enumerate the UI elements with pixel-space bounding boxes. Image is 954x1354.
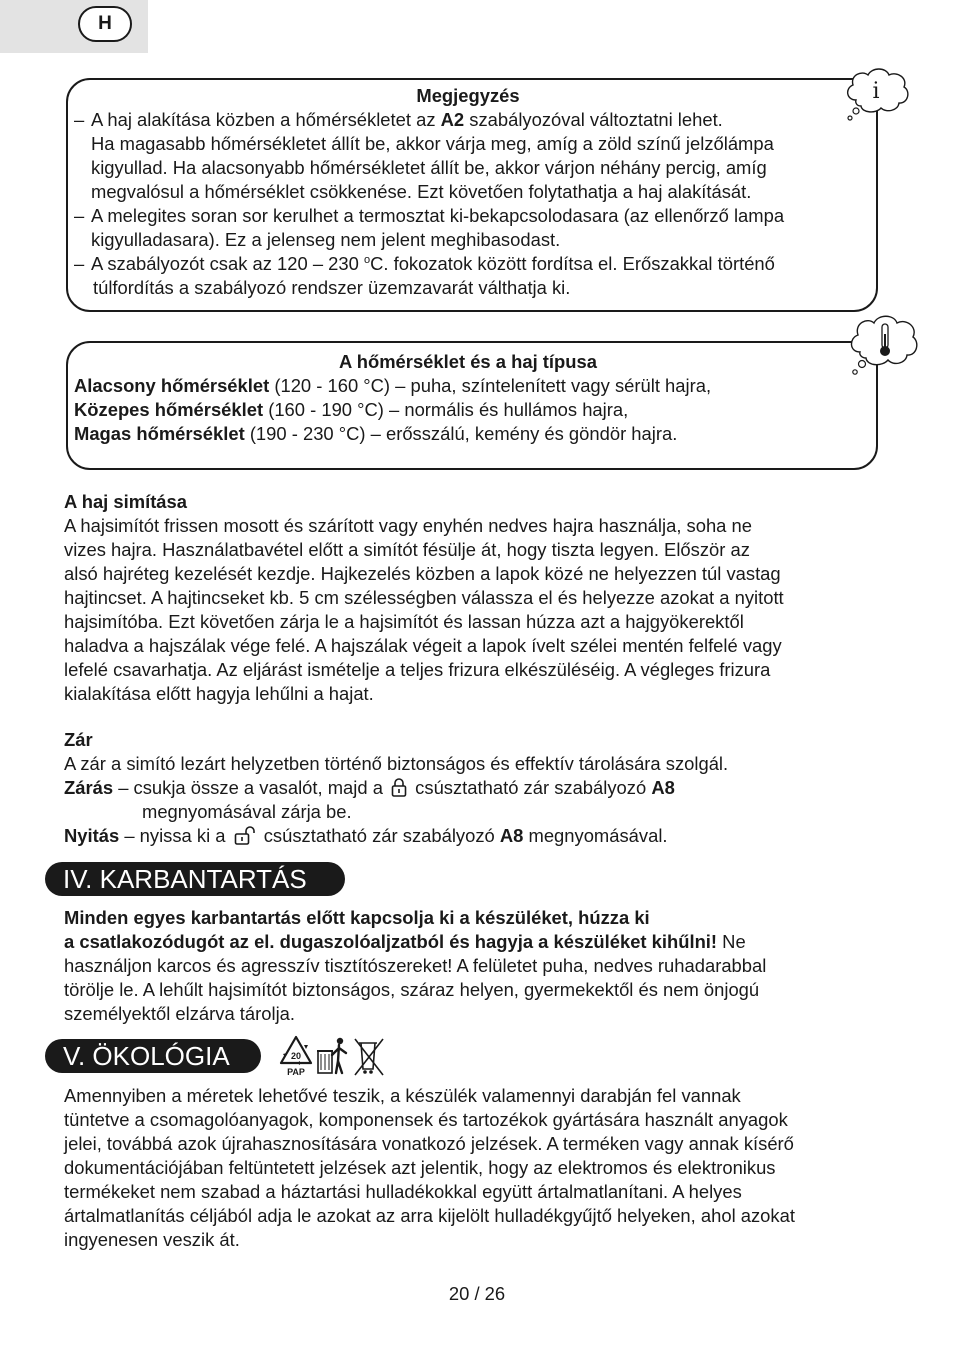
temperature-title: A hőmérséklet és a haj típusa <box>339 351 597 372</box>
note-box <box>66 78 878 312</box>
maintenance-section: Minden egyes karbantartás előtt kapcsolja ki a készüléket, húzza ki a csatlakozódugót az el. dugaszolóaljzatból és hagyja a készüléket kihűlni! Ne használjon karcos és agresszív tisztítószereket! A felületet puha, nedves ruhadarabbal törölje le. A lehűlt hajsimítót biztonságos, száraz helyen, gyermekektől és nem önjogú személyektől elzárva tárolja. <box>64 907 767 1024</box>
page-number: 20 / 26 <box>448 1283 506 1304</box>
smoothing-title: A haj simítása <box>64 491 187 512</box>
svg-text:PAP: PAP <box>287 1067 305 1077</box>
lock-title: Zár <box>64 729 93 750</box>
note-title: Megjegyzés <box>416 85 520 106</box>
open-lock-icon <box>234 826 256 845</box>
info-glyph: i <box>872 79 880 104</box>
note-item-2: – A melegites soran sor kerulhet a termosztat ki-bekapcsolodasara (az ellenőrző lampa kigyulladasara). Ez a jelenseg nem jelent meghibasodast. <box>74 205 785 250</box>
language-tab <box>0 0 148 53</box>
temperature-mid: Közepes hőmérséklet (160 - 190 °C) – normális és hullámos hajra, <box>74 399 629 420</box>
info-cloud-icon <box>842 64 912 126</box>
temperature-high: Magas hőmérséklet (190 - 230 °C) – erősszálú, kemény és göndör hajra. <box>74 423 678 444</box>
maintenance-heading: IV. KARBANTARTÁS <box>45 862 345 896</box>
note-item-1: – A haj alakítása közben a hőmérsékletet az A2 szabályozóval változtatni lehet. Ha magasabb hőmérsékletet állít be, akkor várja meg, amíg a zöld színű jelzőlámpa kigyullad. Ha alacsonyabb hőmérsékletet állít be, akkor várjon néhány percig, amíg megvalósul a hőmérséklet csökkenése. Ezt követően folytathatja a haj alakítását. <box>74 109 774 202</box>
smoothing-section: A haj simítása A hajsimítót frissen mosott és szárított vagy enyhén nedves hajra használja, soha ne vizes hajra. Használatbavétel előtt a simítót fésülje át, hogy tiszta legyen. Először az alsó hajréteg kezelését kezdje. Hajkezelés közben a lapok közé ne helyezzen túl vastag hajtincset. A hajtincseket kb. 5 cm szélességben válassza el és helyezze azokat a nyitott hajsimítóba. Ezt követően zárja le a hajsimítót és lassan húzza azt a hajgyökerektől haladva a hajszálak vége felé. A hajszálak végeit a lapok ívelt szélei mentén felfelé vagy lefelé csavarhatja. Az eljárást ismételje a teljes frizura elkészüléséig. A végleges frizura kialakítása előtt hagyja lehűlni a hajat. <box>64 490 884 706</box>
lock-section: Zár A zár a simító lezárt helyzetben történő biztonságos és effektív tárolására szolgál. Zárás – csukja össze a vasalót, majd a csúsztatható zár szabályozó A8 megnyomásával zárja be. Nyitás – nyissa ki a csúsztatható zár szabályozó A8 megnyomásával. <box>64 728 884 848</box>
ecology-heading: V. ÖKOLÓGIA <box>45 1039 261 1073</box>
lock-close: Zárás – csukja össze a vasalót, majd a csúsztatható zár szabályozó A8 <box>64 777 675 798</box>
lock-open: Nyitás – nyissa ki a csúsztatható zár szabályozó A8 megnyomásával. <box>64 825 668 846</box>
tidy-bin-icon <box>317 1038 346 1073</box>
crossed-bin-icon <box>355 1039 383 1075</box>
closed-lock-icon <box>391 778 407 797</box>
note-item-3: – A szabályozót csak az 120 – 230 $^o$C. fokozatok között fordítsa el. Erőszakkal történő túlfordítás a szabályozó rendszer üzemzavarát válthatja ki. <box>74 253 775 298</box>
temperature-box <box>66 341 878 470</box>
temperature-low: Alacsony hőmérséklet (120 - 160 °C) – puha, színtelenített vagy sérült hajra, <box>74 375 712 396</box>
ecology-section: Amennyiben a méretek lehetővé teszik, a készülék valamennyi darabján fel vannak tüntetve a csomagolóanyagok, komponensek és tartozékok gyártására használt anyagok jelei, továbbá azok újrahasznosítására vonatkozó jelzések. A terméken vagy annak kísérő dokumentációjában feltüntetett jelzések azt jelentik, hogy az elektromos és elektronikus termékeket nem szabad a háztartási hulladékokkal együtt ártalmatlanítani. A helyes ártalmatlanítás céljából adja le azokat az arra kijelölt hulladékgyűjtő helyeken, ahol azokat ingyenesen veszik át. <box>64 1085 795 1250</box>
language-badge: H <box>78 6 132 42</box>
ecology-icons <box>276 1035 388 1085</box>
thermometer-cloud-icon <box>846 310 922 382</box>
recycle-pap-icon <box>281 1037 311 1077</box>
svg-text:20: 20 <box>290 1051 302 1061</box>
